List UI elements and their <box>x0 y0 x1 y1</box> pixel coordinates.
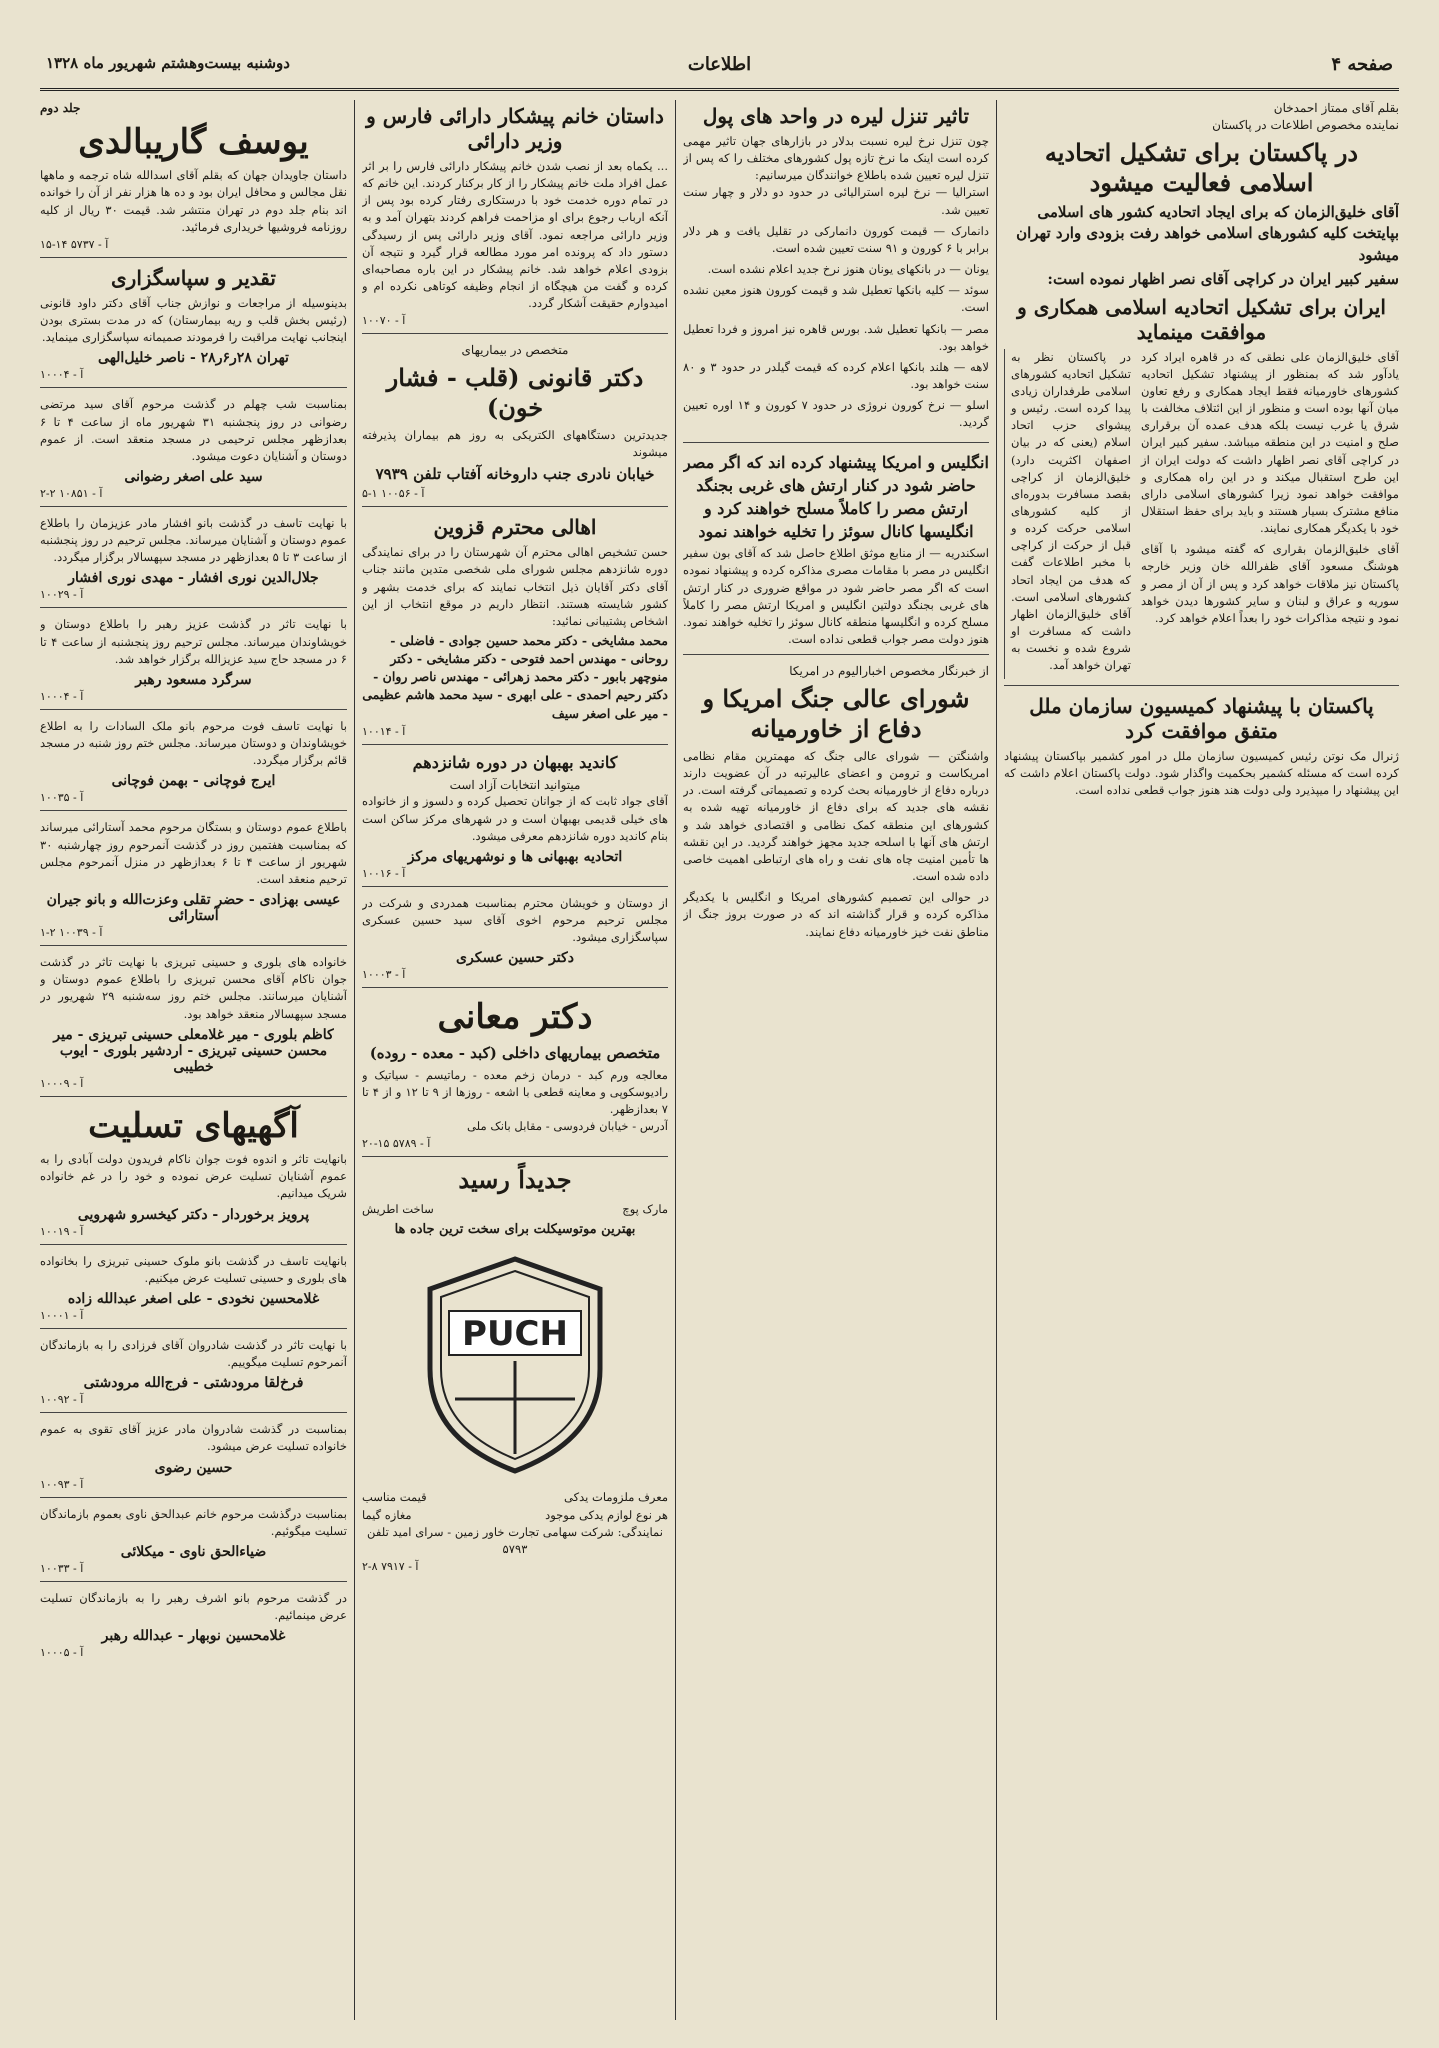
headline-qazvin: اهالی محترم قزوین <box>433 515 597 540</box>
column-rule <box>675 100 676 2020</box>
condolence-item <box>40 1590 347 1665</box>
paragraph: با نهایت تاسف در گذشت بانو افشار مادر عزیزمان را باطلاع عموم دوستان و آشنایان میرساند. مجلس ترحیم در روز پنجشنبه از ساعت ۳ تا ۵ بعدازظهر در مسجد سپهسالار برگزار میگردد. <box>40 516 347 565</box>
paragraph: در پاکستان نظر به تشکیل اتحادیه کشورهای اسلامی طرفداران زیادی پیدا کرده است. رئیس و پیشوای حزب اتحاد اسلام (یعنی که در بیان اصفهان اکثریت دارد) خلیق‌الزمان از کراچی بقصد مسافرت بدوره‌ای از کلیه کشورهای اسلامی حرکت کرده و قبل از حرکت از کراچی با مخبر اطلاعات گفت که هدف من ایجاد اتحاد کشورهای اسلامی است. آقای خلیق‌الزمان اظهار داشت که مسافرت او شروع شده و نخست به تهران خواهد آمد. <box>1011 349 1131 673</box>
signature: دکتر حسین عسکری <box>456 950 574 967</box>
column-pakistan <box>1004 100 1399 2020</box>
condolence-item <box>40 1421 347 1497</box>
column-rule <box>996 100 997 2020</box>
ad-code: آ - ۱۰۰۹۳ <box>40 1477 84 1491</box>
ad-code: آ - ۷۹۱۷ ۸-۲ <box>362 1560 419 1574</box>
headline-currency: تاثیر تنزل لیره در واحد های پول <box>702 104 970 128</box>
ad-code: آ - ۱۰۰۹۲ <box>40 1393 84 1407</box>
paragraph: بانهایت تاسف در گذشت بانو ملوک حسینی تبریزی را بخانواده های بلوری و حسینی تسلیت عرض میکنیم. <box>40 1253 347 1285</box>
paragraph: آقای خلیق‌الزمان بقراری که گفته میشود با آقای هوشنگ مسعود آقای ظفرالله خان وزیر خارجه پاکستان نیز ملاقات خواهد کرد و پس از آن از مصر و سوریه و عراق و لبنان و سایر کشورها دیدن خواهد نمود و نتیجه مذاکرات خود را بعداً اعلام خواهد کرد. <box>1141 542 1399 625</box>
paragraph: ... یکماه بعد از نصب شدن خانم پیشکار دارائی فارس را بر اثر عمل افراد ملت خانم پیشکار را از کار برکنار کردند. این خانم که در تمام دوره خدمت خود با درستکاری رفتار کرده بود پس از آنکه ارباب رجوع برای او مزاحمت فراهم کردند بتهران آمد و به وزیر دارائی مراجعه نمود. آقای وزیر دارائی پس از رسیدگی دستور داد که پرونده امر مورد مطالعه قرار گیرد و نتیجه آن بزودی اعلام خواهد شد. خانم پیشکار در این باره مصاحبه‌ای کرده و گفت من هیچگاه از انجام وظیفه کوتاهی نکرده ام و امیدوارم حقیقت آشکار گردد. <box>362 159 668 311</box>
paragraph: واشنگتن — شورای عالی جنگ که مهمترین مقام نظامی امریکاست و ترومن و اعضای عالیرتبه در آن عضویت دارند درباره دفاع از خاورمیانه بحث کرده و تصمیماتی گرفته است. در نقشه های جدید که برای دفاع از خاورمیانه تهیه شده به کشورهای این منطقه کمک نظامی و اقتصادی خواهد شد و ارتش های آنها با اسلحه جدید مجهز خواهند گردید. در این نقشه ها تأمین امنیت چاه های نفت و راه های ارتباطی اهمیت خاصی داده شده است. <box>683 748 989 884</box>
headline-war-council: شورای عالی جنگ امریکا و دفاع از خاورمیانه <box>702 683 970 743</box>
headline-pakistan: در پاکستان برای تشکیل اتحادیه اسلامی فعالیت میشود <box>1044 137 1359 197</box>
tagline: بهترین موتوسیکلت برای سخت ترین جاده ها <box>394 1221 636 1237</box>
ad-code: آ - ۵۷۳۷ ۱۴-۱۵ <box>40 237 109 251</box>
ad-code: آ - ۱۰۰۱۹ <box>40 1224 84 1238</box>
footer-right: معرف ملزومات یدکی هر نوع لوازم یدکی موجود <box>545 1490 668 1522</box>
signature: غلامحسین نخودی - علی اصغر عبدالله زاده <box>67 1290 320 1307</box>
paragraph: بانهایت تاثر و اندوه فوت جوان ناکام فریدون دولت آبادی را به عموم آشنایان تسلیت عرض نموده و خود را در غم خانواده شریک میدانیم. <box>40 1152 347 1201</box>
paragraph: اسکندریه — از منابع موثق اطلاع حاصل شد که آقای بون سفیر انگلیس در مصر با مقامات مصری مذاکره کرده و پیشنهاد نموده است که اگر مصر حاضر شود در مواقع ضروری در کنار ارتش های غربی بجنگد دولتین انگلیس و امریکا ارتش مصر را کاملاً مسلح کرده و انگلیسها منطقه کانال سوئز را تخلیه خواهند نمود. هنوز دولت مصر جواب قطعی نداده است. <box>683 546 989 647</box>
paragraph: از دوستان و خویشان محترم بمناسبت همدردی و شرکت در مجلس ترحیم مرحوم اخوی آقای سید حسین عسکری سپاسگزاری میشود. <box>362 895 668 945</box>
address: نمایندگی: شرکت سهامی تجارت خاور زمین - سرای امید تلفن ۵۷۹۳ <box>367 1524 663 1557</box>
headline-story: داستان خانم پیشکار دارائی فارس و وزیر دارائی <box>366 104 664 153</box>
paragraph: ژنرال مک نوتن رئیس کمیسیون سازمان ملل در امور کشمیر بپاکستان پیشنهاد کرده است که مسئله کشمیر بحکمیت واگذار شود. دولت پاکستان اعلام داشت که این پیشنهاد را میپذیرد ولی دولت هند هنوز جواب قطعی نداده است. <box>1004 748 1399 797</box>
paragraph: معالجه ورم کبد - درمان زخم معده - رماتیسم - سیاتیک و رادیوسکوپی و معاینه قطعی با اشعه - روزها از ۹ تا ۱۲ و از ۴ تا ۷ بعدازظهر. <box>362 1067 668 1116</box>
newspaper-page <box>40 40 1399 2030</box>
signature: ضیاءالحق ناوی - میکلائی <box>120 1543 267 1560</box>
currency-list <box>683 184 989 431</box>
column-rule <box>354 100 355 2020</box>
signature: جلال‌الدین نوری افشار - مهدی نوری افشار <box>68 570 319 587</box>
paragraph: آقای خلیق‌الزمان علی نطقی که در قاهره ایراد کرد یادآور شد که بمنظور از پیشنهاد تشکیل اتحادیه کشورهای خاورمیانه فقط ایجاد همکاری و رفع تعاون میان آنها بوده است و منظور از این ائتلاف مخالفت با شرق یا غرب نیست بلکه هدف عمده آن برقراری صلح و امنیت در این منطقه میباشد. سفیر کبیر ایران در کراچی آقای نصر اظهار داشت که دولت ایران از این طرح استقبال میکند و در این راه همکاری و موافقت خواهد نمود زیرا کشورهای اسلامی دارای منافع مشترک بسیار هستند و باید برای حفظ استقلال خود با یکدیگر همکاری نمایند. <box>1141 349 1399 536</box>
condolence-item <box>40 1253 347 1329</box>
paragraph: بمناسبت در گذشت شادروان مادر عزیز آقای تقوی به عموم خانواده تسلیت عرض میشود. <box>40 1422 347 1454</box>
headline-egypt: انگلیس و امریکا پیشنهاد کرده اند که اگر مصر حاضر شود در کنار ارتش های غربی بجنگد ارتش مصر را کاملاً مسلح خواهند کرد و انگلیسها کانال سوئز را تخلیه خواهند نمود <box>683 452 989 542</box>
condolence-item <box>40 1506 347 1582</box>
paragraph: بدینوسیله از مراجعات و نوازش جناب آقای دکتر داود قانونی (رئیس بخش قلب و ریه بیمارستان) که در مدت بستری بودن اینجانب نهایت مراقبت را فرمودند صمیمانه سپاسگزاری مینماید. <box>40 295 347 345</box>
ad-code: آ - ۱۰۰۳۵ <box>40 791 84 805</box>
ad-code: آ - ۱۰۰۲۹ <box>40 588 84 602</box>
byline: بقلم آقای ممتاز احمدخان نماینده مخصوص اطلاعات در پاکستان <box>1212 101 1399 132</box>
page-number: صفحه ۴ <box>1331 54 1393 75</box>
ad-garibaldi <box>40 100 347 258</box>
currency-item: لاهه — هلند بانکها اعلام کرده که قیمت گیلدر در حدود ۳ و ۸۰ سنت خواهد بود. <box>683 359 989 392</box>
issue-date: دوشنبه بیست‌وهشتم شهریور ماه ۱۳۲۸ <box>46 54 290 72</box>
article-war-council <box>683 663 989 951</box>
paragraph: چون تنزل نرخ لیره نسبت بدلار در بازارهای جهان تاثیر مهمی کرده است اینک ما نرخ تازه پول کشورهای مختلف را که پس از تنزل لیره تعیین شده باطلاع خوانندگان میرسانیم: <box>683 134 989 183</box>
ad-thanks-askari <box>362 895 668 988</box>
ad-code: آ - ۱۰۰۳۳ <box>40 1561 84 1575</box>
specialty: متخصص بیماریهای داخلی (کبد - معده - روده) <box>369 1043 661 1062</box>
notice-memorial <box>40 616 347 709</box>
ad-thanks-qanuni <box>40 266 347 388</box>
names-list: محمد مشایخی - دکتر محمد حسین جوادی - فاضلی - روحانی - مهندس احمد فتوحی - دکتر مشایخی - دکتر منوچهر بابور - دکتر محمد زهرائی - مهندس ناصر روان - دکتر رحیم احمدی - علی ابهری - سید محمد هاشم عظیمی - میر علی اصغر سیف <box>362 633 668 721</box>
headline-thanks: تقدیر و سپاسگزاری <box>111 265 276 290</box>
ad-code: آ - ۵۷۸۹ ۱۵-۲۰ <box>362 1137 431 1151</box>
article-pakistan <box>1004 100 1399 686</box>
notice-memorial <box>40 515 347 608</box>
signature: سید علی اصغر رضوانی <box>124 469 263 486</box>
ad-code: آ - ۱۰۸۵۱ ۲-۲ <box>40 487 103 501</box>
ad-code: آ - ۱۰۰۰۴ <box>40 368 84 382</box>
column-currency <box>683 100 989 2020</box>
pakistan-body-narrow <box>1004 349 1131 679</box>
signature: سرگرد مسعود رهبر <box>135 671 252 688</box>
paragraph: در حوالی این تصمیم کشورهای امریکا و انگلیس با یکدیگر مذاکره کرده و قرار گذاشته اند که در صورت بروز جنگ از مناطق نفت خیز خاورمیانه دفاع نمایند. <box>683 890 989 939</box>
footer-left: قیمت مناسب مغازه گیما <box>362 1490 427 1522</box>
pakistan-body <box>1004 349 1399 679</box>
council-body <box>683 748 989 941</box>
subheadline: آقای خلیق‌الزمان که برای ایجاد اتحادیه کشور های اسلامی بپایتخت کلیه کشورهای اسلامی خواهد رفت بزودی وارد تهران میشود <box>1016 202 1399 265</box>
condolence-item <box>40 1337 347 1413</box>
kicker: از خبرنگار مخصوص اخبارالیوم در امریکا <box>789 664 989 679</box>
notice-memorial <box>40 819 347 946</box>
article-story <box>362 104 668 334</box>
signature: حسین رضوی <box>154 1459 233 1476</box>
currency-item: استرالیا — نرخ لیره استرالیائی در حدود دو دلار و چهار سنت تعیین شد. <box>683 185 989 217</box>
masthead <box>40 48 1399 91</box>
ad-doctor-qanuni <box>362 342 668 507</box>
column-ads-center <box>362 100 668 2020</box>
ad-code: آ - ۱۰۰۱۶ <box>362 866 406 880</box>
paragraph: با نهایت تاثر در گذشت شادروان آقای فرزادی را به بازماندگان آنمرحوم تسلیت میگوییم. <box>40 1337 347 1370</box>
currency-item: دانمارک — قیمت کورون دانمارکی در تقلیل یافت و هر دلار برابر با ۶ کورون و ۹۱ سنت تعیین شده است. <box>683 223 989 255</box>
signature: اتحادیه بهبهانی ها و نوشهریهای مرکز <box>407 848 623 865</box>
headline-condolence: آگهیهای تسلیت <box>88 1105 299 1146</box>
article-currency <box>683 104 989 443</box>
paragraph: با نهایت تاسف فوت مرحوم بانو ملک السادات را به اطلاع خویشاوندان و دوستان میرساند. مجلس ختم روز شنبه در مسجد قائم برگزار میگردد. <box>40 718 347 768</box>
paragraph: در گذشت مرحوم بانو اشرف رهبر را به بازماندگان تسلیت عرض مینمائیم. <box>40 1590 347 1623</box>
paragraph: بمناسبت درگذشت مرحوم خانم عبدالحق ناوی بعموم بازماندگان تسلیت میگوئیم. <box>40 1506 347 1538</box>
puch-logo <box>362 1249 668 1479</box>
condolence-item <box>40 1151 347 1244</box>
headline-kashmir: پاکستان با پیشنهاد کمیسیون سازمان ملل متفق موافقت کرد <box>1029 693 1374 743</box>
address: خیابان نادری جنب داروخانه آفتاب تلفن ۷۹۳۹ <box>375 464 655 483</box>
signature: کاظم بلوری - میر غلامعلی حسینی تبریزی - میر محسن حسینی تبریزی - اردشیر بلوری - ایوب خطیبی <box>53 1026 334 1075</box>
pakistan-body-wide <box>1141 349 1399 679</box>
notice-memorial <box>40 954 347 1097</box>
signature: فرخ‌لقا مرودشتی - فرج‌الله مرودشتی <box>83 1375 304 1392</box>
brand: مارک پوچ <box>622 1202 668 1217</box>
origin: ساخت اطریش <box>362 1202 434 1217</box>
currency-item: اسلو — نرخ کورون نروژی در حدود ۷ کورون و ۱۴ اوره تعیین گردید. <box>683 398 989 430</box>
ad-code: آ - ۱۰۰۱۴ <box>362 724 406 738</box>
shield-icon <box>415 1249 615 1479</box>
ad-puch <box>362 1165 668 1579</box>
signature: پرویز برخوردار - دکتر کیخسرو شهرویی <box>77 1206 310 1223</box>
puch-brand-row <box>362 1201 668 1218</box>
headline-behbahan: کاندید بهبهان در دوره شانزدهم <box>412 752 618 772</box>
logo-text: PUCH <box>462 1314 568 1355</box>
headline-maani: دکتر معانی <box>437 997 593 1038</box>
address: آدرس - خیابان فردوسی - مقابل بانک ملی <box>466 1119 668 1134</box>
headline-garibaldi: یوسف گاریبالدی <box>78 121 309 162</box>
signature: غلامحسین نوبهار - عبدالله رهبر <box>101 1628 286 1645</box>
ad-behbahan <box>362 753 668 887</box>
article-egypt <box>683 451 989 656</box>
paragraph: جدیدترین دستگاههای الکتریکی به روز هم بیماران پذیرفته میشوند <box>362 428 668 460</box>
ad-code: آ - ۱۰۰۷۰ <box>362 314 406 328</box>
notice-memorial <box>40 396 347 507</box>
banner-iran: ایران برای تشکیل اتحادیه اسلامی همکاری و موافقت مینماید <box>1017 294 1386 344</box>
paragraph: بمناسبت شب چهلم در گذشت مرحوم آقای سید مرتضی رضوانی در روز پنجشنبه ۳۱ شهریور ماه از ساعت ۴ تا ۶ بعدازظهر مجلس ترحیمی در مسجد منعقد است. از عموم دوستان و آشنایان دعوت میشود. <box>40 397 347 463</box>
paragraph: آقای جواد ثابت که از جوانان تحصیل کرده و دلسوز و از خانواده های خیلی قدیمی بهبهان است و در شهرهای مرکز ساکن است بنام کاندید دوره شانزدهم معرفی میشود. <box>362 794 668 843</box>
paragraph: داستان جاویدان جهان که بقلم آقای اسدالله شاه ترجمه و ماهها نقل مجالس و محافل ایران بود و ده ها هزار نفر از آن را خوانده اند بنام جلد دوم در تهران منتشر شد. قیمت ۳۰ ریال از کلیه روزنامه فروشیها خریداری فرمائید. <box>40 168 347 234</box>
ad-code: آ - ۱۰۰۰۵ <box>40 1646 84 1660</box>
puch-footer <box>362 1489 668 1524</box>
ad-code: آ - ۱۰۰۰۴ <box>40 689 84 703</box>
ad-code: آ - ۱۰۰۰۳ <box>362 968 406 982</box>
currency-item: مصر — بانکها تعطیل شد. بورس قاهره نیز امروز و فردا تعطیل خواهد بود. <box>683 321 989 353</box>
ad-doctor-maani <box>362 996 668 1157</box>
currency-item: یونان — در بانکهای یونان هنوز نرخ جدید اعلام نشده است. <box>707 262 989 277</box>
paragraph: حسن تشخیص اهالی محترم آن شهرستان را در برای نمایندگی دوره شانزدهم مجلس شورای ملی شخصی متدین مانند جناب آقای دکتر آقایان ذیل انتخاب نمایند که برای خدمت بشهر و کشور شایسته هستند. انتظار داریم در موقع انتخاب از این اشخاص پشتیبانی نمائید: <box>362 545 668 628</box>
ad-code: آ - ۱۰۰۵۶ ۱-۵ <box>362 487 425 501</box>
column-notices <box>40 100 347 2020</box>
signature: تهران ۲۸ر۶ر۲۸ - ناصر خلیل‌الهی <box>98 350 289 367</box>
ad-qazvin <box>362 515 668 744</box>
volume: جلد دوم <box>40 101 81 115</box>
kicker: متخصص در بیماریهای <box>461 343 569 358</box>
paragraph: خانواده های بلوری و حسینی تبریزی با نهایت تاثر در گذشت جوان ناکام آقای محسن تبریزی را باطلاع عموم دوستان و آشنایان میرسانند. مجلس ختم روز سه‌شنبه ۲۹ شهریور در مسجد سپهسالار منعقد خواهد بود. <box>40 955 347 1021</box>
ad-code: آ - ۱۰۰۰۹ <box>40 1076 84 1090</box>
notice-memorial <box>40 718 347 811</box>
headline-puch: جدیداً رسید <box>458 1165 572 1195</box>
ad-code: آ - ۱۰۰۰۱ <box>40 1308 84 1322</box>
paragraph: با نهایت تاثر در گذشت عزیز رهبر را باطلاع دوستان و خویشاوندان میرساند. مجلس ترحیم روز پنجشنبه از ساعت ۴ تا ۶ در مسجد حاج سید عزیزالله برگزار خواهد شد. <box>40 617 347 666</box>
headline-doctor: دکتر قانونی (قلب - فشار خون) <box>386 363 644 423</box>
currency-item: سوئد — کلیه بانکها تعطیل شد و قیمت کورون هنوز معین نشده است. <box>683 283 989 315</box>
subheadline-2: سفیر کبیر ایران در کراچی آقای نصر اظهار نموده است: <box>1047 269 1399 288</box>
paper-name: اطلاعات <box>687 54 752 75</box>
condolence-section <box>40 1105 347 1680</box>
signature: عیسی بهزادی - حضر تقلی وعزت‌الله و بانو جیران آستارائی <box>46 892 341 925</box>
paragraph: باطلاع عموم دوستان و بستگان مرحوم محمد آستارائی میرساند که بمناسبت هفتمین روز در گذشت آنمرحوم روز چهارشنبه ۳۰ شهریور از ساعت ۴ تا ۶ بعدازظهر در منزل آنمرحوم مجلس ترحیم منعقد است. <box>40 820 347 886</box>
kicker: میتوانید انتخابات آزاد است <box>449 777 581 792</box>
ad-code: آ - ۱۰۰۳۹ ۲-۱ <box>40 926 103 940</box>
signature: ایرج فوچانی - بهمن فوچانی <box>111 773 276 790</box>
article-kashmir <box>1004 694 1399 805</box>
